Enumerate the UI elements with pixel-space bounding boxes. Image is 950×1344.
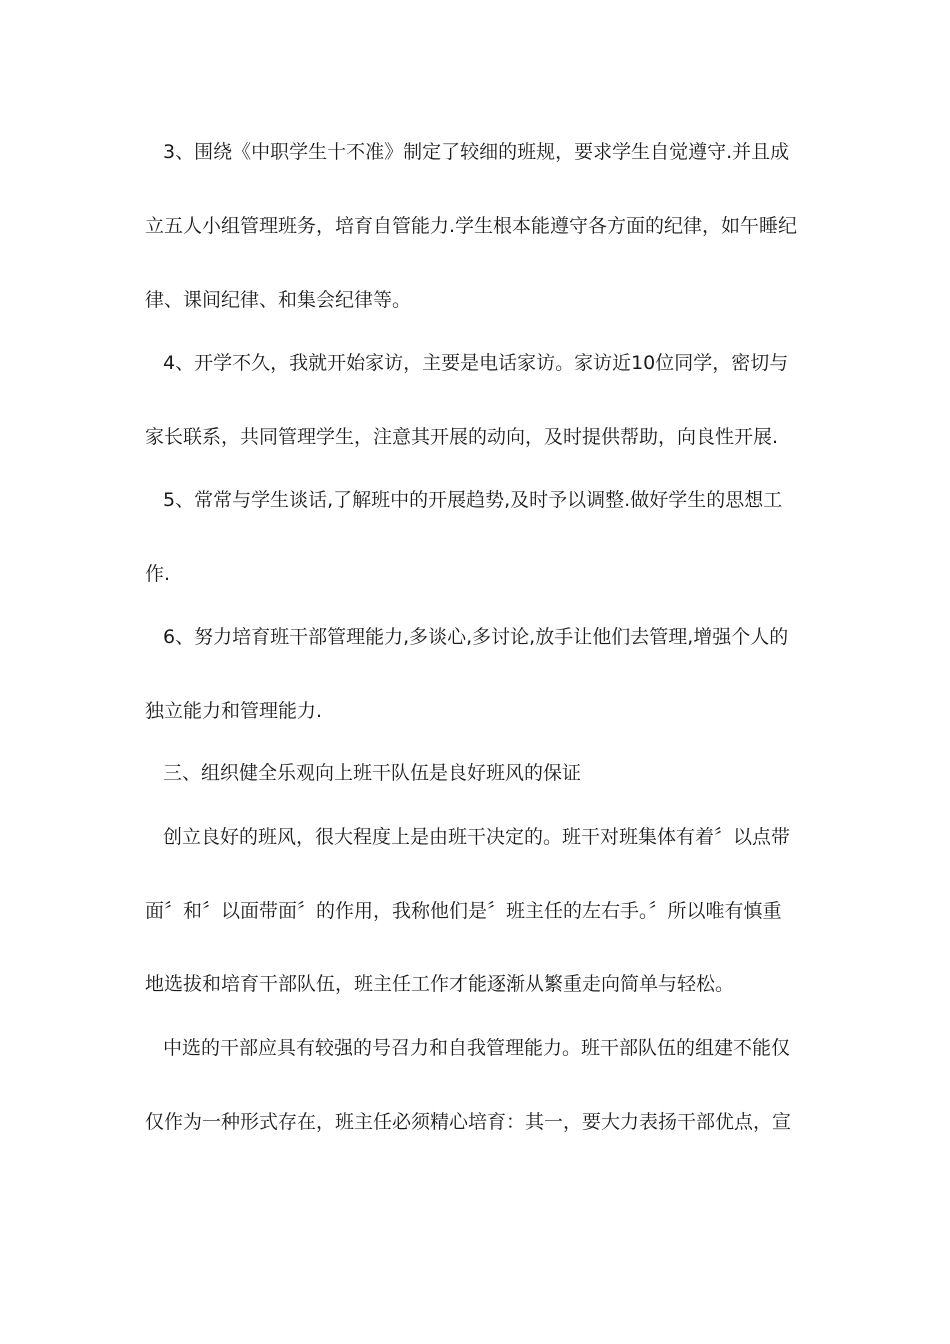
paragraph-7-line-3: 地选拔和培育干部队伍，班主任工作才能逐渐从繁重走向简单与轻松。 [145, 973, 735, 995]
paragraph-5-line-2: 作. [145, 563, 171, 585]
paragraph-8-line-2: 仅作为一种形式存在，班主任必须精心培育：其一，要大力表扬干部优点，宣 [145, 1111, 792, 1133]
paragraph-4-line-2: 家长联系，共同管理学生，注意其开展的动向，及时提供帮助，向良性开展. [145, 426, 779, 448]
paragraph-7-line-1: 创立良好的班风，很大程度上是由班干决定的。班干对班集体有着〞以点带 [163, 826, 791, 848]
section-heading: 三、组织健全乐观向上班干队伍是良好班风的保证 [163, 762, 582, 784]
paragraph-6-line-2: 独立能力和管理能力. [145, 700, 323, 722]
paragraph-7-line-2: 面〞和〞以面带面〞的作用，我称他们是〞班主任的左右手。〞所以唯有慎重 [145, 900, 782, 922]
paragraph-3-line-1: 3、围绕《中职学生十不准》制定了较细的班规，要求学生自觉遵守.并且成 [163, 141, 790, 163]
paragraph-5-line-1: 5、常常与学生谈话,了解班中的开展趋势,及时予以调整.做好学生的思想工 [163, 489, 783, 511]
paragraph-6-line-1: 6、努力培育班干部管理能力,多谈心,多讨论,放手让他们去管理,增强个人的 [163, 626, 789, 648]
paragraph-4-line-1: 4、开学不久，我就开始家访，主要是电话家访。家访近10位同学，密切与 [163, 352, 789, 374]
paragraph-3-line-2: 立五人小组管理班务，培育自管能力.学生根本能遵守各方面的纪律，如午睡纪 [145, 215, 798, 237]
paragraph-8-line-1: 中选的干部应具有较强的号召力和自我管理能力。班干部队伍的组建不能仅 [163, 1037, 791, 1059]
paragraph-3-line-3: 律、课间纪律、和集会纪律等。 [145, 289, 412, 311]
